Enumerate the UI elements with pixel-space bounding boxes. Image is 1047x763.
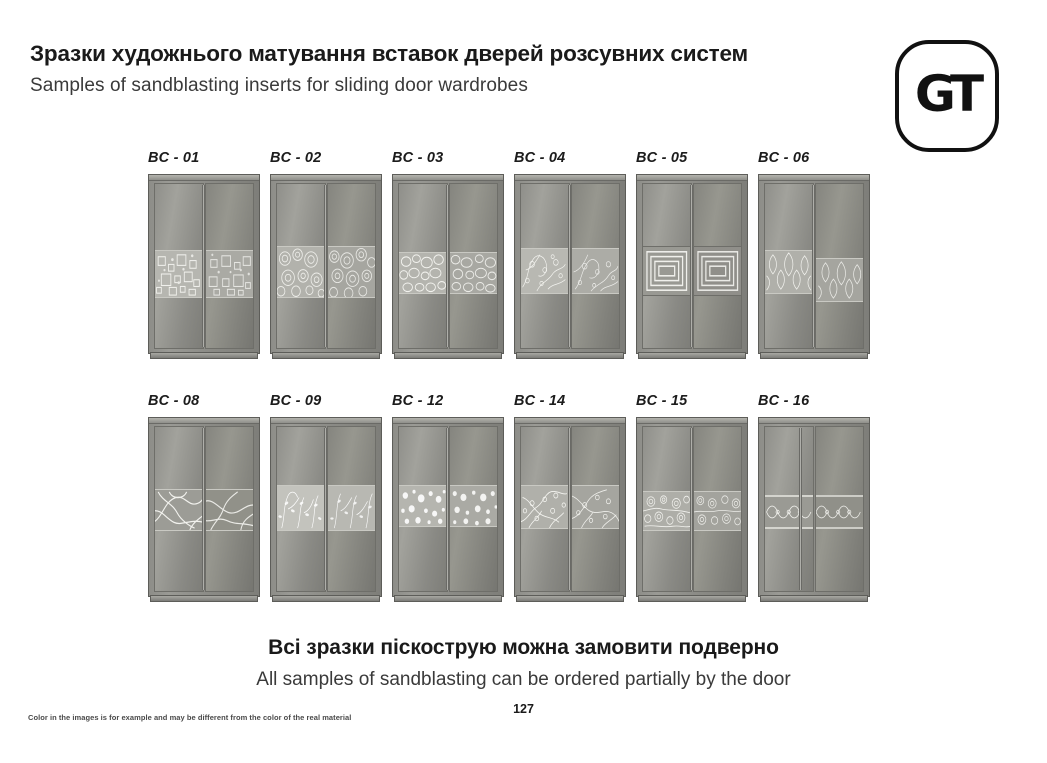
door-left [764,183,814,349]
wardrobe-carcass [392,417,504,597]
wardrobe-illustration [636,174,748,360]
wardrobe-base [150,352,258,359]
sandblast-band [399,252,447,294]
sample-card[interactable] [148,150,270,360]
wardrobe-illustration [636,417,748,603]
door-left [642,183,692,349]
wardrobe-base [516,595,624,602]
wardrobe-base [516,352,624,359]
wardrobe-carcass [636,417,748,597]
pattern-squares-icon [206,251,254,297]
sample-label: BC - 15 [636,393,688,409]
wardrobe-base [150,595,258,602]
sandblast-band [643,246,691,296]
pattern-vines-icon [521,486,569,528]
wardrobe-carcass [514,417,626,597]
sandblast-band [206,250,254,298]
wardrobe-illustration [514,417,626,603]
pattern-swirls-icon [328,247,376,297]
wardrobe-base [760,352,868,359]
sample-label: BC - 09 [270,393,322,409]
sample-label: BC - 02 [270,150,322,166]
wardrobe-carcass [270,417,382,597]
pattern-bubbles-icon [450,486,498,526]
sandblast-band [155,489,203,531]
wardrobe-illustration [270,417,382,603]
door-handle [690,185,693,347]
sandblast-band [450,252,498,294]
wardrobe-carcass [270,174,382,354]
door-right [449,183,499,349]
door-left [520,426,570,592]
door-right [815,183,865,349]
sample-label: BC - 14 [514,393,566,409]
pattern-concentric-rectangles-icon [643,247,691,295]
sample-label: BC - 01 [148,150,200,166]
sample-label: BC - 08 [148,393,200,409]
door-left [276,426,326,592]
sandblast-band [816,495,864,529]
footer-note-en: All samples of sandblasting can be ordered partially by the door [256,669,791,690]
samples-row-1 [148,150,880,360]
sandblast-band [765,250,813,294]
wardrobe-carcass [636,174,748,354]
wardrobe-carcass [148,417,260,597]
sample-card[interactable] [392,393,514,603]
door-right [815,426,865,592]
pattern-pebbles-icon [399,253,447,293]
door-right [571,426,621,592]
wardrobe-base [394,595,502,602]
pattern-squares-icon [155,251,203,297]
wardrobe-base [638,595,746,602]
pattern-ornament-border-icon [816,497,864,527]
wardrobe-base [272,352,380,359]
door-handle [446,185,449,347]
page-header [30,40,890,98]
door-right [327,183,377,349]
pattern-damask-icon [816,259,864,301]
sandblast-band [277,246,325,298]
door-handle [799,428,802,590]
pattern-ornament-border-icon [765,497,813,527]
sandblast-band [643,491,691,531]
pattern-vines-icon [572,486,620,528]
sample-card[interactable] [758,393,880,603]
sandblast-band [521,485,569,529]
pattern-roses-icon [643,492,691,530]
wardrobe-illustration [270,174,382,360]
sample-card[interactable] [270,150,392,360]
sandblast-band [816,258,864,302]
door-handle [324,185,327,347]
pattern-abstract-lines-icon [155,490,203,530]
wardrobe-carcass [758,417,870,597]
sample-label: BC - 06 [758,150,810,166]
sandblast-band [765,495,813,529]
wardrobe-carcass [148,174,260,354]
wardrobe-illustration [148,174,260,360]
sample-card[interactable] [514,393,636,603]
door-right [449,426,499,592]
door-left [398,183,448,349]
door-left [154,183,204,349]
sample-label: BC - 03 [392,150,444,166]
sample-card[interactable] [392,150,514,360]
wardrobe-carcass [514,174,626,354]
page-title-en: Samples of sandblasting inserts for sliding door wardrobes [30,75,528,97]
sandblast-band [694,491,742,531]
page-footer [0,636,1047,691]
samples-row-2 [148,393,880,603]
wardrobe-doors [764,426,864,592]
wardrobe-illustration [392,417,504,603]
wardrobe-illustration [758,417,870,603]
door-left [276,183,326,349]
door-right [571,183,621,349]
sandblast-band [328,246,376,298]
door-right [693,183,743,349]
color-disclaimer: Color in the images is for example and may be different from the color of the real material [28,713,352,722]
page-title-ua: Зразки художнього матування вставок дверей розсувних систем [30,41,748,66]
brand-logo-text: GT [914,65,980,123]
door-right [205,183,255,349]
door-handle [202,185,205,347]
door-left [642,426,692,592]
sample-card[interactable] [758,150,880,360]
sandblast-band [572,248,620,294]
sample-card[interactable] [148,393,270,603]
door-handle [446,428,449,590]
door-handle [568,185,571,347]
sandblast-band [328,485,376,531]
pattern-roses-icon [694,492,742,530]
page-number: 127 [513,702,534,716]
sandblast-band [694,246,742,296]
sample-card[interactable] [636,393,758,603]
wardrobe-base [272,595,380,602]
door-handle [568,428,571,590]
door-left [398,426,448,592]
door-left [154,426,204,592]
pattern-bubbles-icon [399,486,447,526]
sample-card[interactable] [636,150,758,360]
brand-logo [895,40,999,152]
sample-label: BC - 16 [758,393,810,409]
sandblast-band [450,485,498,527]
sandblast-band [277,485,325,531]
sandblast-band [155,250,203,298]
door-right [327,426,377,592]
pattern-branches-icon [277,486,325,530]
door-handle [812,185,815,347]
pattern-branches-icon [328,486,376,530]
wardrobe-illustration [758,174,870,360]
sample-label: BC - 05 [636,150,688,166]
sandblast-band [399,485,447,527]
sample-label: BC - 04 [514,150,566,166]
door-right [693,426,743,592]
sample-card[interactable] [270,393,392,603]
footer-note-ua: Всі зразки піскострую можна замовити подверно [268,636,779,659]
pattern-floral-fine-icon [572,249,620,293]
wardrobe-illustration [148,417,260,603]
pattern-damask-icon [765,251,813,293]
wardrobe-base [394,352,502,359]
wardrobe-illustration [392,174,504,360]
pattern-concentric-rectangles-icon [694,247,742,295]
sample-label: BC - 12 [392,393,444,409]
door-handle [690,428,693,590]
wardrobe-carcass [392,174,504,354]
sandblast-band [206,489,254,531]
door-left [764,426,814,592]
sample-card[interactable] [514,150,636,360]
wardrobe-base [638,352,746,359]
wardrobe-illustration [514,174,626,360]
door-left [520,183,570,349]
wardrobe-base [760,595,868,602]
pattern-abstract-lines-icon [206,490,254,530]
sandblast-band [521,248,569,294]
pattern-pebbles-icon [450,253,498,293]
door-right [205,426,255,592]
sandblast-band [572,485,620,529]
wardrobe-carcass [758,174,870,354]
pattern-swirls-icon [277,247,325,297]
pattern-floral-fine-icon [521,249,569,293]
door-handle [202,428,205,590]
door-handle [324,428,327,590]
